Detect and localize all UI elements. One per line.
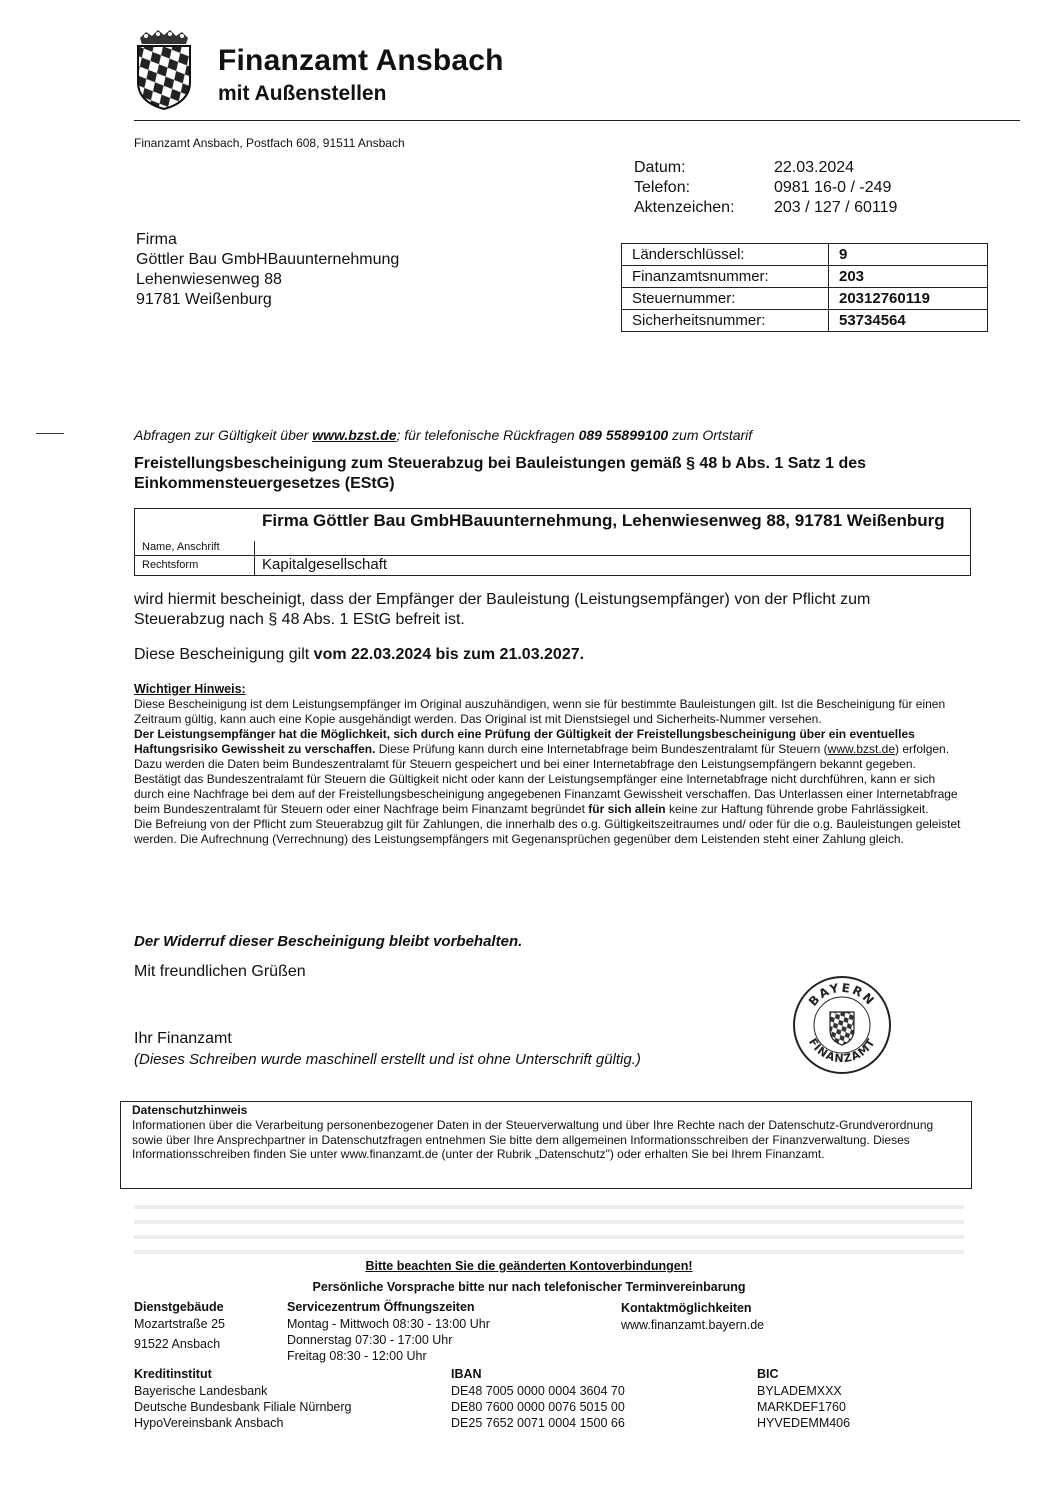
recipient-line: Göttler Bau GmbHBauunternehmung: [136, 251, 400, 268]
important-note-title: Wichtiger Hinweis:: [134, 682, 246, 696]
office-name: Finanzamt Ansbach: [218, 44, 504, 77]
phone-label: Telefon:: [634, 179, 691, 196]
iban-heading: IBAN: [451, 1367, 482, 1381]
table-row: [622, 288, 988, 310]
query-text: ; für telefonische Rückfragen: [396, 427, 579, 443]
id-value: 203: [829, 266, 988, 288]
bzst-link[interactable]: www.bzst.de: [827, 742, 896, 756]
privacy-notice-box: [120, 1101, 972, 1189]
bleed-through-shadow: [134, 1198, 964, 1258]
footer-iban: [451, 1367, 711, 1431]
building-city: 91522 Ansbach: [134, 1337, 221, 1351]
bank-name: HypoVereinsbank Ansbach: [134, 1416, 284, 1430]
validity-period: [134, 646, 584, 664]
footer-hours: [287, 1300, 490, 1364]
name-address-label: Name, Anschrift: [142, 541, 220, 553]
note-text: keine zur Haftung führende grobe Fahrlässigkeit.: [665, 802, 929, 816]
note-text: ) erfolgen. Dazu werden die Daten beim Bundeszentralamt für Steuern gespeichert und bei einer Internetabfrage den Leistungsempfängern bekannt gegeben. Bestätigt das Bundeszentralamt für Steuern die Gültigkeit nicht oder kann der Leistungsempfänger eine Internetabfrage nicht durchführen, kann er sich durch eine Nachfrage bei dem auf der Freistellungsbescheinigung angegebenen Finanzamt Gewissheit verschaffen. Das Unterlassen einer Internetabfrage beim Bundeszentralamt für Steuern oder einer Nachfrage beim Finanzamt begründet: [134, 742, 958, 816]
recipient-line: 91781 Weißenburg: [136, 291, 272, 308]
id-label: Länderschlüssel:: [622, 244, 829, 266]
hours-line: Montag - Mittwoch 08:30 - 13:00 Uhr: [287, 1317, 490, 1331]
privacy-notice-title: Datenschutzhinweis: [132, 1103, 248, 1117]
file-number-label: Aktenzeichen:: [634, 199, 735, 216]
seal-text-bottom: FINANZAMT: [806, 1035, 878, 1066]
hours-line: Freitag 08:30 - 12:00 Uhr: [287, 1349, 427, 1363]
note-paragraph: Die Befreiung von der Pflicht zum Steuerabzug gilt für Zahlungen, die innerhalb des o.g. Gültigkeitszeitraumes und/ oder für die o.g. Bauleistungen geleistet werden. Die Aufrechnung (Verrechnung) des Leistungsempfängers mit Gegenansprüchen gegenüber dem Leistenden steht einer Zahlung gleich.: [134, 817, 961, 846]
exemption-statement: wird hiermit bescheinigt, dass der Empfänger der Bauleistung (Leistungsempfänger) von der Pflicht zum Steuerabzug nach § 48 Abs. 1 EStG befreit ist.: [134, 591, 871, 628]
date-label: Datum:: [634, 159, 686, 176]
seal-text-top: BAYERN: [805, 980, 879, 1009]
appointment-notice: Persönliche Vorsprache bitte nur nach telefonischer Terminvereinbarung: [312, 1280, 746, 1294]
iban-value: DE80 7600 0000 0076 5015 00: [451, 1400, 625, 1414]
recipient-line: Lehenwiesenweg 88: [136, 271, 282, 288]
tax-id-table: [621, 243, 988, 332]
cell-divider: [254, 541, 255, 555]
note-paragraph: Diese Bescheinigung ist dem Leistungsempfänger im Original auszuhändigen, wenn sie für bestimmte Bauleistungen gilt. Ist die Bescheinigung für einen Zeitraum gültig, kann auch eine Kopie ausgehändigt werden. Das Original ist mit Dienstsiegel und Sicherheits-Nummer versehen.: [134, 697, 946, 726]
id-value: 20312760119: [829, 288, 988, 310]
bank-heading: Kreditinstitut: [134, 1367, 212, 1381]
id-value: 53734564: [829, 310, 988, 332]
privacy-notice-text: Informationen über die Verarbeitung personenbezogener Daten in der Steuerverwaltung und über Ihre Rechte nach der Datenschutz-Grundverordnung sowie über Ihre Ansprechpartner in Datenschutzfragen entnehmen Sie bitte dem allgemeinen Informationsschreiben der Finanzverwaltung. Dieses Informationsschreiben finden Sie unter www.finanzamt.de (unter der Rubrik „Datenschutz") oder erhalten Sie bei Ihrem Finanzamt.: [132, 1118, 934, 1161]
footer-building: [134, 1300, 225, 1352]
bank-name: Bayerische Landesbank: [134, 1384, 268, 1398]
closing-signature: Ihr Finanzamt: [134, 1030, 232, 1047]
official-seal-stamp: [791, 974, 893, 1076]
bic-heading: BIC: [757, 1367, 779, 1381]
query-text: Abfragen zur Gültigkeit über: [134, 427, 313, 443]
hours-line: Donnerstag 07:30 - 17:00 Uhr: [287, 1333, 453, 1347]
important-note: [134, 697, 964, 847]
iban-value: DE48 7005 0000 0004 3604 70: [451, 1384, 625, 1398]
validity-text: Diese Bescheinigung gilt: [134, 646, 314, 663]
note-paragraph: [134, 727, 964, 817]
fold-mark: [36, 433, 64, 434]
file-number-value: 203 / 127 / 60119: [774, 199, 898, 216]
footer-bic: [757, 1367, 917, 1431]
date-value: 22.03.2024: [774, 159, 855, 176]
recipient-line: Firma: [136, 231, 177, 248]
revocation-note: Der Widerruf dieser Bescheinigung bleibt vorbehalten.: [134, 933, 523, 950]
contact-website-link[interactable]: www.finanzamt.bayern.de: [621, 1318, 765, 1332]
sender-address-line: Finanzamt Ansbach, Postfach 608, 91511 Ansbach: [134, 136, 405, 150]
company-name-address: Firma Göttler Bau GmbHBauunternehmung, Lehenwiesenweg 88, 91781 Weißenburg: [262, 511, 945, 530]
bic-value: HYVEDEMM406: [757, 1416, 851, 1430]
recipient-address: [136, 230, 399, 310]
table-row: [622, 244, 988, 266]
phone-value: 0981 16-0 / -249: [774, 179, 892, 196]
bzst-link[interactable]: www.bzst.de: [312, 427, 397, 443]
hours-heading: Servicezentrum Öffnungszeiten: [287, 1300, 475, 1314]
letter-meta: [634, 158, 897, 218]
contact-heading: Kontaktmöglichkeiten: [621, 1301, 752, 1315]
bank-change-notice: Bitte beachten Sie die geänderten Kontoverbindungen!: [365, 1259, 693, 1273]
cell-divider: [254, 556, 255, 575]
bic-value: MARKDEF1760: [757, 1400, 846, 1414]
greeting: Mit freundlichen Grüßen: [134, 963, 306, 980]
id-label: Sicherheitsnummer:: [622, 310, 829, 332]
document-heading: Freistellungsbescheinigung zum Steuerabzug bei Bauleistungen gemäß § 48 b Abs. 1 Satz 1 des Einkommensteuergesetzes (EStG): [134, 455, 867, 492]
company-name-row: [135, 509, 970, 556]
bank-name: Deutsche Bundesbank Filiale Nürnberg: [134, 1400, 352, 1414]
footer-contact: [621, 1301, 764, 1333]
validity-query-hint: [134, 427, 752, 443]
note-bold: Der Leistungsempfänger hat die Möglichkeit, sich durch eine Prüfung der Gültigkeit der Freistellungsbescheinigung über ein eventuelles Haftungsrisiko Gewissheit zu verschaffen.: [134, 727, 915, 756]
id-label: Steuernummer:: [622, 288, 829, 310]
machine-generated-note: (Dieses Schreiben wurde maschinell erstellt und ist ohne Unterschrift gültig.): [134, 1051, 641, 1068]
company-box: [134, 508, 971, 576]
iban-value: DE25 7652 0071 0004 1500 66: [451, 1416, 625, 1430]
building-street: Mozartstraße 25: [134, 1317, 226, 1331]
query-text: zum Ortstarif: [668, 427, 753, 443]
note-bold: für sich allein: [588, 802, 666, 816]
building-heading: Dienstgebäude: [134, 1300, 224, 1314]
footer-banks: [134, 1367, 434, 1431]
id-label: Finanzamtsnummer:: [622, 266, 829, 288]
legal-form-row: [135, 556, 970, 575]
note-text: Diese Prüfung kann durch eine Internetabfrage beim Bundeszentralamt für Steuern (: [375, 742, 828, 756]
bavarian-coat-of-arms-logo: [134, 30, 194, 110]
id-value: 9: [829, 244, 988, 266]
table-row: [622, 310, 988, 332]
validity-dates: vom 22.03.2024 bis zum 21.03.2027.: [313, 646, 585, 663]
legal-form-label: Rechtsform: [142, 559, 199, 571]
table-row: [622, 266, 988, 288]
hotline-number: 089 55899100: [578, 427, 669, 443]
header-divider: [134, 120, 1020, 121]
office-subtitle: mit Außenstellen: [218, 82, 387, 105]
legal-form-value: Kapitalgesellschaft: [262, 556, 388, 573]
bic-value: BYLADEMXXX: [757, 1384, 842, 1398]
